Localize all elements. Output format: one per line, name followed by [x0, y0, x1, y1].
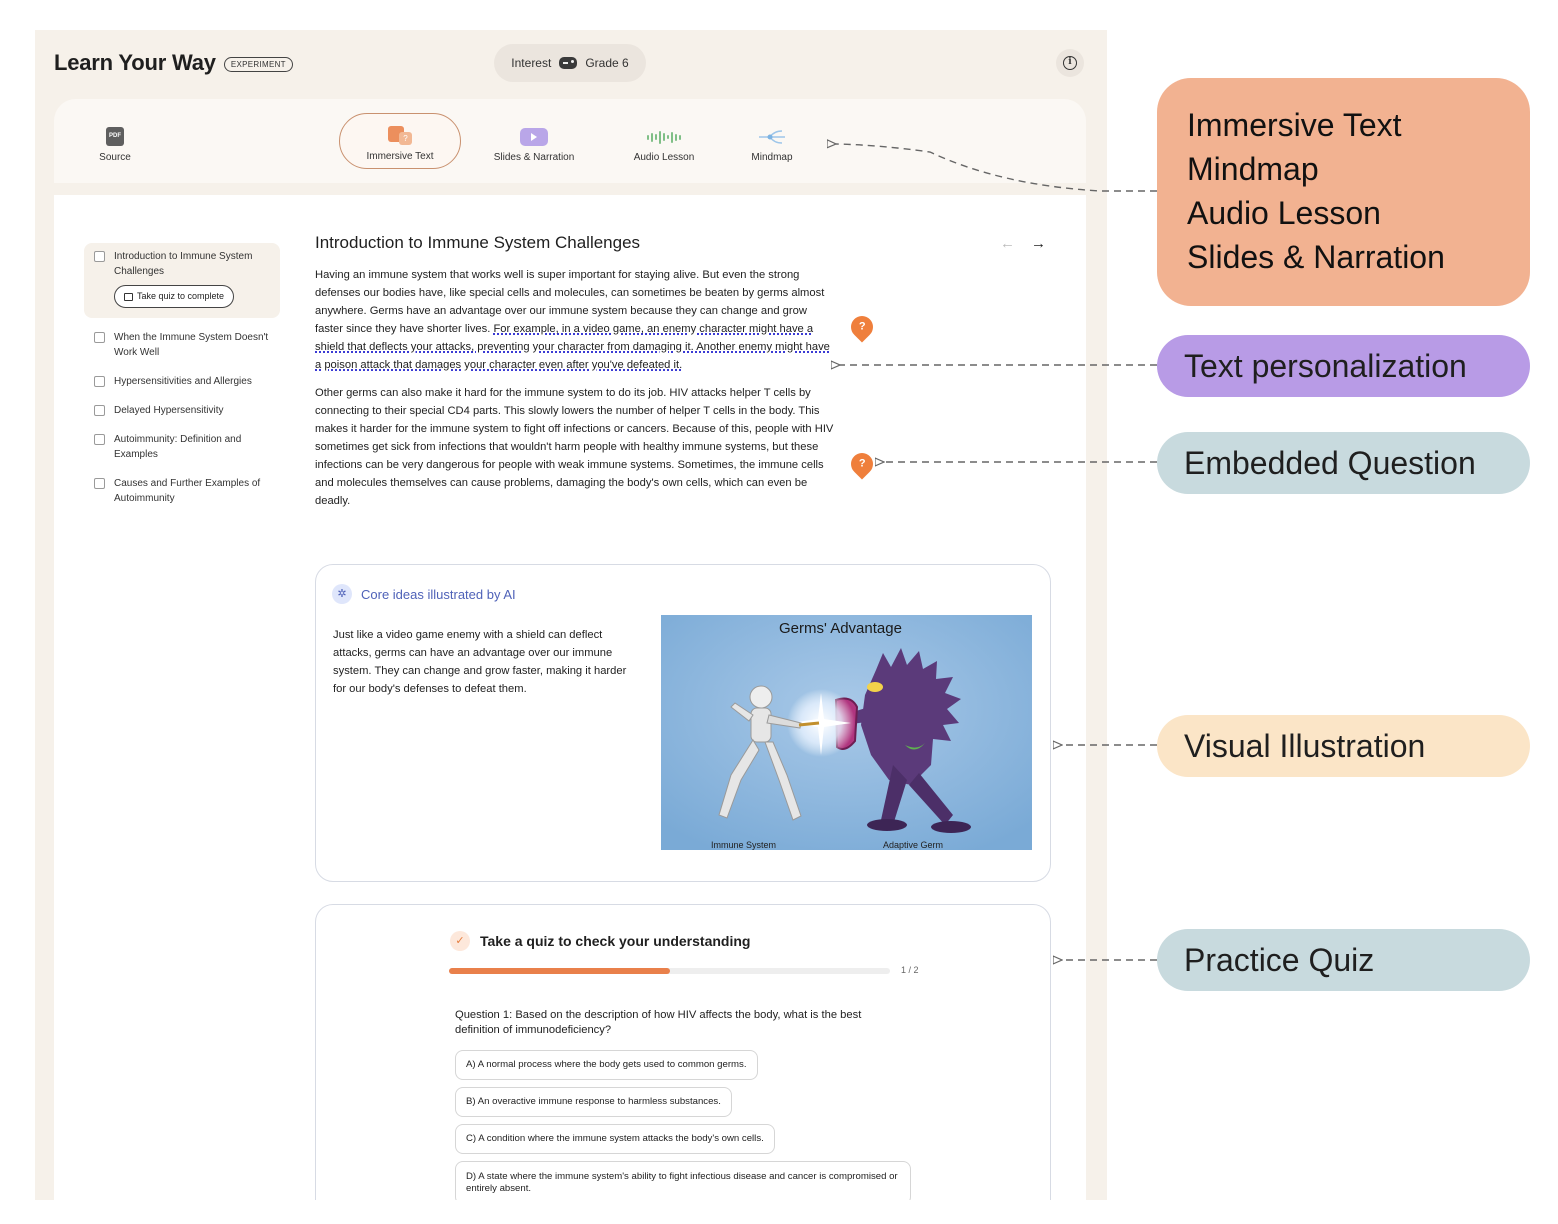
- tool-label: Audio Lesson: [633, 152, 695, 163]
- checkbox[interactable]: [94, 434, 105, 445]
- paragraph-text: Having an immune system that works well is super important for staying alive. But even the strong defenses our bodies have, like special cells and molecules, can sometimes be beaten by germs almost anywhere. Germs have an advantage over our immune system because they can change and grow faster since they have shorter lives.: [315, 269, 825, 335]
- callout-formats: [1157, 78, 1530, 306]
- quiz-option-a[interactable]: A) A normal process where the body gets used to common germs.: [455, 1050, 758, 1080]
- app-window: [35, 30, 1107, 1200]
- audio-wave-icon: [647, 128, 681, 146]
- quiz-option-c[interactable]: C) A condition where the immune system attacks the body's own cells.: [455, 1124, 775, 1154]
- quiz-progress-count: 1 / 2: [901, 965, 919, 975]
- knight-vs-germ-art: [661, 615, 1032, 850]
- quiz-option-d[interactable]: D) A state where the immune system's ability to fight infectious disease and cancer is compromised or entirely absent.: [455, 1161, 911, 1200]
- toc-item-intro[interactable]: [84, 243, 280, 318]
- quiz-icon: [124, 293, 133, 301]
- mindmap-icon: [756, 128, 788, 146]
- prev-arrow-icon[interactable]: ←: [1000, 235, 1015, 252]
- illustration-text: Just like a video game enemy with a shield can deflect attacks, germs can have an advantage over our immune system. They can change and grow faster, making it harder for our body's defenses to defeat them.: [333, 629, 627, 695]
- callout-embedded-question: Embedded Question: [1157, 432, 1530, 494]
- quiz-header: [450, 931, 750, 951]
- interest-label: Interest: [511, 56, 552, 70]
- quiz-title: Take a quiz to check your understanding: [480, 933, 751, 949]
- toc-item[interactable]: [84, 469, 280, 513]
- toc-item-label: Hypersensitivities and Allergies: [114, 376, 252, 387]
- quiz-option-b[interactable]: B) An overactive immune response to harmless substances.: [455, 1087, 732, 1117]
- tool-audio-lesson[interactable]: [624, 113, 704, 169]
- tool-label: Slides & Narration: [493, 152, 575, 163]
- toc-item-label: Delayed Hypersensitivity: [114, 405, 224, 416]
- toc-item-label: Causes and Further Examples of Autoimmunity: [114, 478, 261, 504]
- pdf-icon: PDF: [106, 127, 124, 146]
- tool-label: Mindmap: [751, 152, 793, 163]
- illustration-image[interactable]: [661, 615, 1032, 850]
- next-arrow-icon[interactable]: →: [1031, 235, 1046, 252]
- callout-format-line: Audio Lesson: [1187, 195, 1381, 231]
- tool-mindmap[interactable]: [742, 113, 802, 169]
- brand: [54, 50, 293, 76]
- persona-selector[interactable]: [494, 44, 646, 82]
- embedded-question-marker[interactable]: [846, 311, 877, 342]
- quiz-progress-bar: [449, 968, 890, 974]
- callout-format-line: Slides & Narration: [1187, 239, 1445, 275]
- toc-item[interactable]: [84, 425, 280, 469]
- article-title: Introduction to Immune System Challenges: [315, 233, 641, 252]
- quiz-question: Question 1: Based on the description of how HIV affects the body, what is the best definition of immunodeficiency?: [455, 1009, 862, 1036]
- section-nav: [1000, 235, 1046, 252]
- toc-item[interactable]: [84, 396, 280, 425]
- app-title: Learn Your Way: [54, 50, 216, 75]
- tool-label: Source: [99, 152, 131, 163]
- slides-icon: [520, 128, 548, 146]
- info-icon: i: [1063, 56, 1077, 70]
- table-of-contents: [84, 243, 280, 513]
- take-quiz-button[interactable]: [114, 285, 234, 308]
- toc-item-label: When the Immune System Doesn't Work Well: [114, 332, 269, 358]
- toc-item[interactable]: [84, 323, 280, 367]
- checkbox[interactable]: [94, 376, 105, 387]
- callout-personalization: Text personalization: [1157, 335, 1530, 397]
- article-paragraph: [315, 267, 835, 374]
- illustration-header-label: Core ideas illustrated by AI: [361, 586, 516, 602]
- callout-format-line: Mindmap: [1187, 151, 1319, 187]
- quiz-card: [315, 904, 1051, 1200]
- illustration-title: Germs' Advantage: [779, 620, 902, 637]
- tool-source[interactable]: [84, 113, 146, 169]
- tool-label: Immersive Text: [366, 151, 434, 162]
- adaptive-germ-label: Adaptive Germ: [883, 840, 944, 850]
- quiz-check-icon: ✓: [450, 931, 470, 951]
- illustration-card: [315, 564, 1051, 882]
- take-quiz-label: Take quiz to complete: [137, 291, 225, 301]
- immersive-text-icon: ?: [388, 126, 412, 145]
- callout-visual-illustration: Visual Illustration: [1157, 715, 1530, 777]
- gamepad-icon: [559, 57, 577, 69]
- experiment-badge: EXPERIMENT: [224, 57, 293, 72]
- illustration-header: [332, 584, 516, 604]
- quiz-progress-fill: [449, 968, 670, 974]
- format-toolbar: [54, 99, 1086, 183]
- content-area: [54, 195, 1086, 1200]
- embedded-question-marker[interactable]: [846, 448, 877, 479]
- personalized-text[interactable]: For example, in a video game, an enemy character might have a shield that deflects your attacks, preventing your character from damaging it. Another enemy might have a poison attack that damages your character even after you've defeated it.: [315, 322, 830, 371]
- checkbox[interactable]: [94, 405, 105, 416]
- tool-slides-narration[interactable]: [484, 113, 584, 169]
- article: [315, 233, 835, 522]
- question-mark-icon: ?: [858, 458, 866, 471]
- checkbox[interactable]: [94, 478, 105, 489]
- callout-format-line: Immersive Text: [1187, 107, 1402, 143]
- toc-item-label: Autoimmunity: Definition and Examples: [114, 434, 242, 460]
- checkbox[interactable]: [94, 251, 105, 262]
- toc-item-label: Introduction to Immune System Challenges: [114, 251, 253, 277]
- immune-system-label: Immune System: [711, 840, 777, 850]
- toc-item[interactable]: [84, 367, 280, 396]
- sparkle-icon: ✲: [332, 584, 352, 604]
- tool-immersive-text[interactable]: [339, 113, 461, 169]
- grade-label: Grade 6: [585, 56, 629, 70]
- callout-practice-quiz: Practice Quiz: [1157, 929, 1530, 991]
- info-button[interactable]: [1056, 49, 1084, 77]
- checkbox[interactable]: [94, 332, 105, 343]
- question-mark-icon: ?: [858, 321, 866, 334]
- article-paragraph: Other germs can also make it hard for the immune system to do its job. HIV attacks helper T cells by connecting to their special CD4 parts. This slowly lowers the number of helper T cells in the body. This makes it harder for the immune system to fight off infections or cancers. Because of this, people with HIV sometimes get sick from infections that wouldn't harm people with healthy immune systems, but these infections can be very dangerous for people with weak immune systems. Sometimes, the immune cells and molecules themselves can cause problems, damaging the body's own cells, which can even be deadly.: [315, 387, 834, 507]
